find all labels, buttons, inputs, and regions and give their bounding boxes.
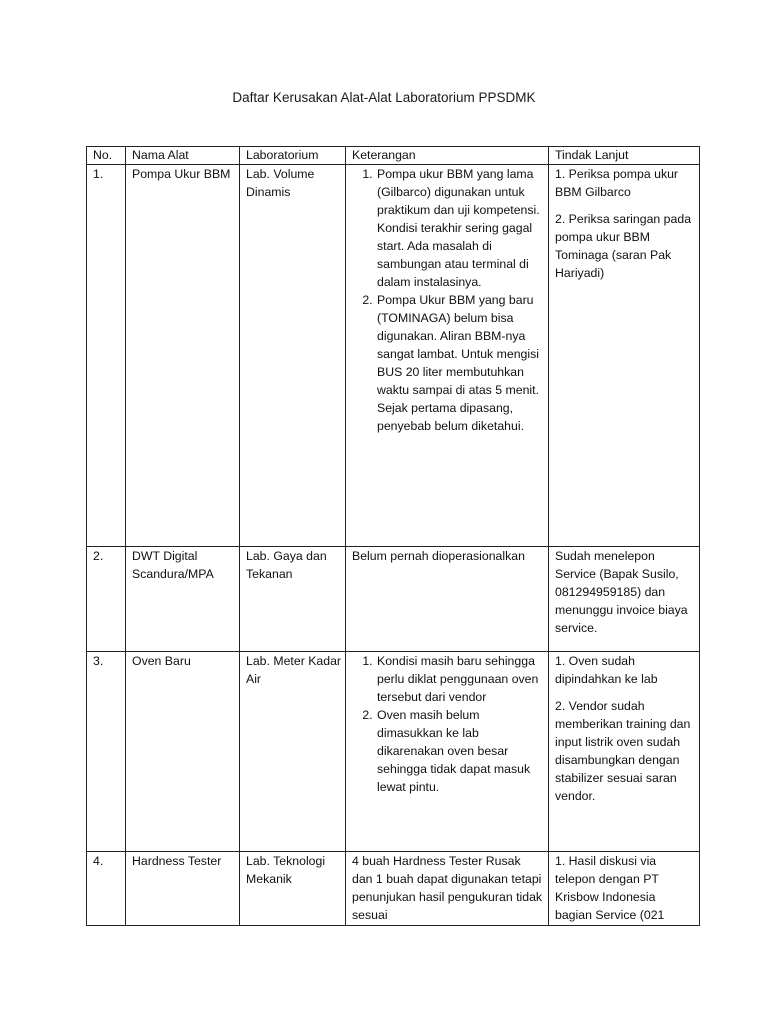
keterangan-item: 2. Pompa Ukur BBM yang baru (TOMINAGA) belum bisa digunakan. Aliran BBM-nya sangat lambat. Untuk mengisi BUS 20 liter membutuhkan waktu sampai di atas 5 menit. Sejak pertama dipasang, penyebab belum diketahui. xyxy=(376,291,544,435)
table-row xyxy=(87,547,700,652)
tindak-lanjut-item: 1. Periksa pompa ukur BBM Gilbarco xyxy=(555,167,679,199)
laboratorium-cell: Lab. Gaya dan Tekanan xyxy=(240,547,346,652)
table-row xyxy=(87,652,700,852)
keterangan-list xyxy=(352,165,544,435)
nama-alat-cell: Hardness Tester xyxy=(126,852,240,926)
row-number: 3. xyxy=(87,652,126,852)
tindak-lanjut-cell xyxy=(549,652,700,852)
table-row xyxy=(87,165,700,547)
nama-alat-cell: Oven Baru xyxy=(126,652,240,852)
tindak-lanjut-item: 1. Oven sudah dipindahkan ke lab xyxy=(555,654,658,686)
keterangan-cell: Belum pernah dioperasionalkan xyxy=(346,547,549,652)
document-title: Daftar Kerusakan Alat-Alat Laboratorium PPSDMK xyxy=(232,90,536,105)
keterangan-cell xyxy=(346,652,549,852)
nama-alat-cell: DWT Digital Scandura/MPA xyxy=(126,547,240,652)
laboratorium-cell: Lab. Teknologi Mekanik xyxy=(240,852,346,926)
tindak-lanjut-cell: Sudah menelepon Service (Bapak Susilo, 081294959185) dan menunggu invoice biaya service. xyxy=(549,547,700,652)
table-header-row xyxy=(87,147,700,165)
keterangan-list xyxy=(352,652,544,796)
keterangan-cell: 4 buah Hardness Tester Rusak dan 1 buah dapat digunakan tetapi penunjukan hasil pengukuran tidak sesuai xyxy=(346,852,549,926)
header-laboratorium: Laboratorium xyxy=(240,147,346,165)
tindak-lanjut-item: 2. Vendor sudah memberikan training dan input listrik oven sudah disambungkan dengan stabilizer sesuai saran vendor. xyxy=(555,699,691,803)
header-keterangan: Keterangan xyxy=(346,147,549,165)
keterangan-item: 2. Oven masih belum dimasukkan ke lab dikarenakan oven besar sehingga tidak dapat masuk lewat pintu. xyxy=(376,706,544,796)
tindak-lanjut-cell: 1. Hasil diskusi via telepon dengan PT Krisbow Indonesia bagian Service (021 xyxy=(549,852,700,926)
header-tindak-lanjut: Tindak Lanjut xyxy=(549,147,700,165)
table-row xyxy=(87,852,700,926)
tindak-lanjut-cell xyxy=(549,165,700,547)
header-nama-alat: Nama Alat xyxy=(126,147,240,165)
laboratorium-cell: Lab. Meter Kadar Air xyxy=(240,652,346,852)
row-number: 2. xyxy=(87,547,126,652)
laboratorium-cell: Lab. Volume Dinamis xyxy=(240,165,346,547)
damage-table xyxy=(86,146,700,926)
tindak-lanjut-item: 2. Periksa saringan pada pompa ukur BBM Tominaga (saran Pak Hariyadi) xyxy=(555,212,692,280)
keterangan-item: 1. Kondisi masih baru sehingga perlu diklat penggunaan oven tersebut dari vendor xyxy=(376,652,544,706)
keterangan-cell xyxy=(346,165,549,547)
row-number: 1. xyxy=(87,165,126,547)
nama-alat-cell: Pompa Ukur BBM xyxy=(126,165,240,547)
row-number: 4. xyxy=(87,852,126,926)
keterangan-item: 1. Pompa ukur BBM yang lama (Gilbarco) digunakan untuk praktikum dan uji kompetensi. Kondisi terakhir sering gagal start. Ada masalah di sambungan atau terminal di dalam instalasinya. xyxy=(376,165,544,291)
header-no: No. xyxy=(87,147,126,165)
